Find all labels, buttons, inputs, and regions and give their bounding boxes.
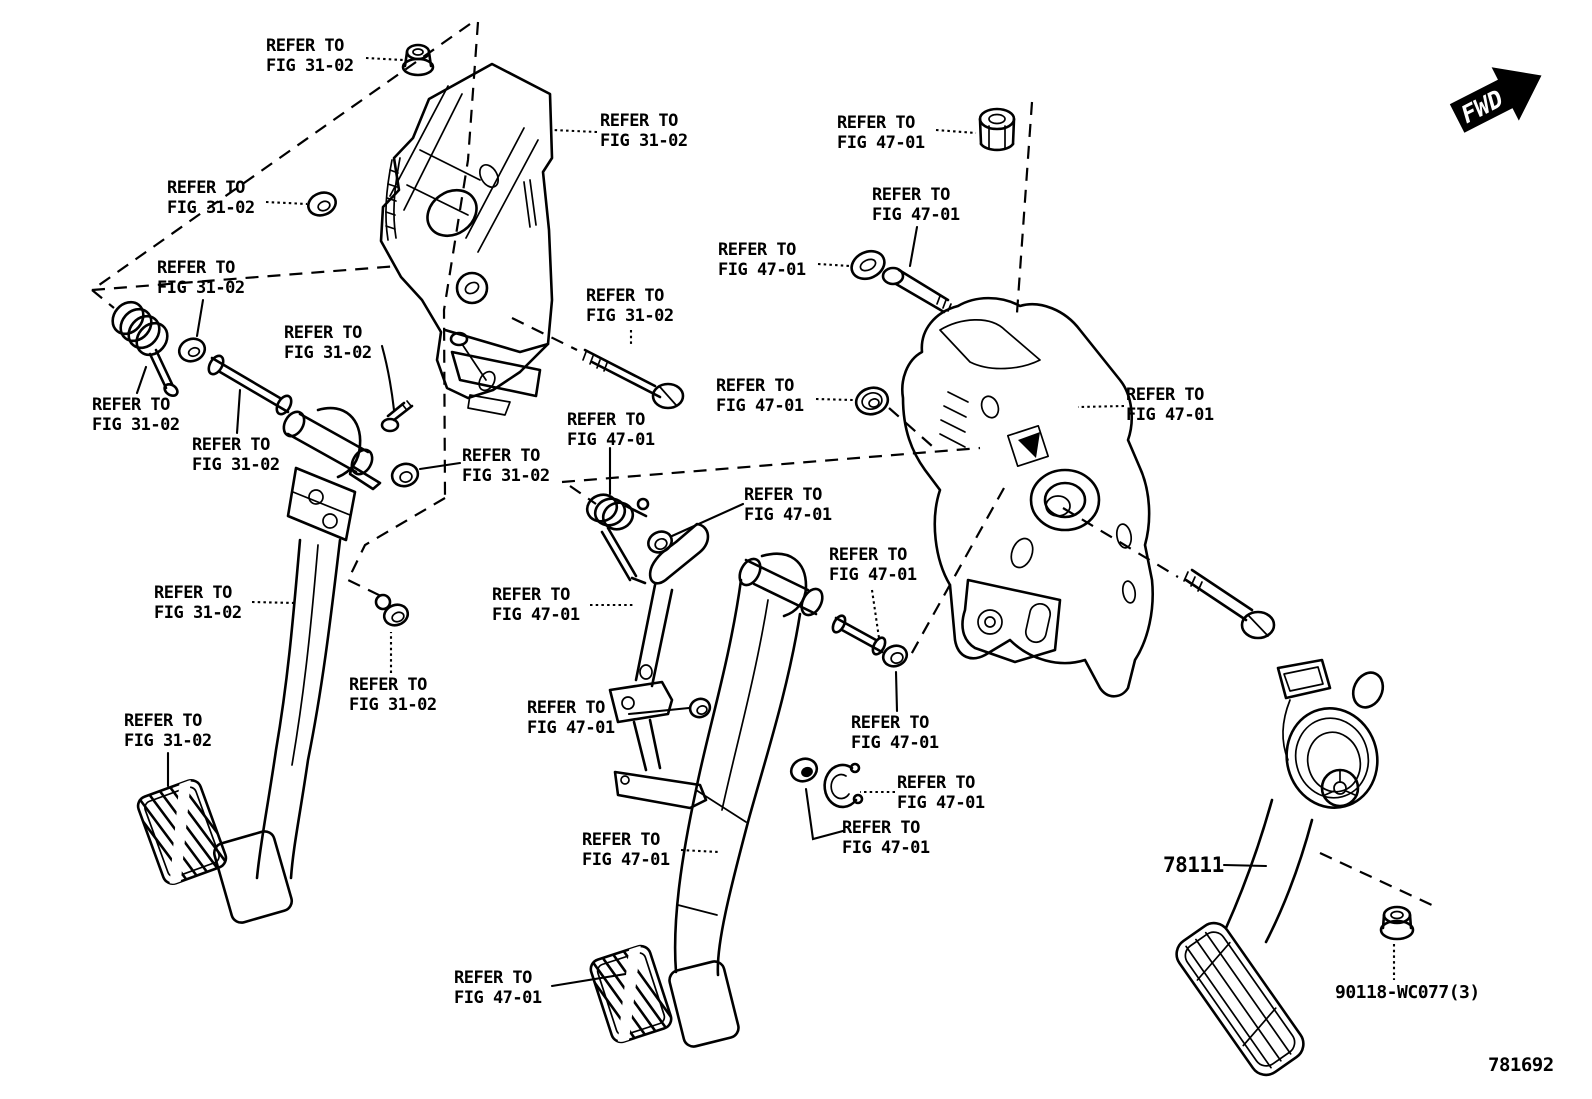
callout-mount-bolt (872, 185, 960, 225)
callout-line: FIG 47-01 (527, 718, 615, 738)
callout-line: REFER TO (92, 395, 170, 415)
brake-pedal-art (126, 408, 380, 925)
callout-lower-bushing (527, 698, 615, 738)
callout-bushing-left (157, 258, 245, 298)
callout-line: REFER TO (744, 485, 822, 505)
callout-line: FIG 31-02 (167, 198, 255, 218)
callout-line: REFER TO (837, 113, 915, 133)
callout-spacer-pin (192, 435, 280, 475)
callout-pin-bushing (851, 713, 939, 753)
flange-nut-art (403, 45, 433, 75)
callout-cap-grommet (842, 818, 930, 858)
callout-line: FIG 47-01 (837, 133, 925, 153)
callout-line: FIG 47-01 (582, 850, 670, 870)
part-number-78111: 78111 (1163, 853, 1224, 877)
callout-line: REFER TO (872, 185, 950, 205)
fwd-arrow-label: FWD (1456, 84, 1508, 130)
callout-line: FIG 47-01 (567, 430, 655, 450)
callout-pivot-bolt (586, 286, 674, 326)
callout-line: FIG 47-01 (872, 205, 960, 225)
callout-line: REFER TO (124, 711, 202, 731)
callout-line: FIG 47-01 (851, 733, 939, 753)
callout-line: REFER TO (600, 111, 678, 131)
callout-line: REFER TO (586, 286, 664, 306)
callout-accelerator-bracket (1126, 385, 1214, 425)
callout-snap-ring (897, 773, 985, 813)
snap-ring-art (825, 764, 862, 807)
callout-stopper-screw (284, 323, 372, 363)
accelerator-pedal-pad (1170, 917, 1309, 1081)
callout-line: REFER TO (716, 376, 794, 396)
screw-art (382, 401, 412, 431)
callout-bushing-upper-left (167, 178, 255, 218)
clutch-pedal-rubber-pad (579, 938, 678, 1050)
callout-line: FIG 31-02 (600, 131, 688, 151)
callout-line: FIG 47-01 (842, 838, 930, 858)
callout-assist-spring (567, 410, 655, 450)
lock-nut-art (1381, 907, 1413, 939)
callout-line: FIG 31-02 (124, 731, 212, 751)
callout-line: REFER TO (851, 713, 929, 733)
callout-line: REFER TO (842, 818, 920, 838)
callout-line: FIG 47-01 (716, 396, 804, 416)
clevis-pin-art (830, 614, 887, 657)
callout-brake-pedal-pad (124, 711, 212, 751)
callout-line: REFER TO (454, 968, 532, 988)
brake-pedal-rubber-pad (126, 770, 240, 893)
callout-line: FIG 47-01 (492, 605, 580, 625)
callout-line: FIG 31-02 (92, 415, 180, 435)
callout-line: REFER TO (284, 323, 362, 343)
callout-line: REFER TO (192, 435, 270, 455)
callout-wave-washer (718, 240, 806, 280)
callout-line: FIG 31-02 (266, 56, 354, 76)
callout-line: FIG 31-02 (154, 603, 242, 623)
callout-line: FIG 47-01 (897, 793, 985, 813)
clutch-pedal-art (579, 524, 826, 1051)
callout-line: FIG 31-02 (192, 455, 280, 475)
callout-clutch-pedal-pad (454, 968, 542, 1008)
construction-lines (92, 22, 1436, 907)
callout-push-rod-bushing (462, 446, 550, 486)
callout-line: FIG 47-01 (718, 260, 806, 280)
figure-number: 781692 (1488, 1054, 1554, 1076)
callout-line: REFER TO (829, 545, 907, 565)
callout-line: REFER TO (167, 178, 245, 198)
callout-pivot-nut (837, 113, 925, 153)
callout-line: REFER TO (567, 410, 645, 430)
callout-line: REFER TO (527, 698, 605, 718)
callout-release-lever (492, 585, 580, 625)
callout-line: REFER TO (349, 675, 427, 695)
hex-nut-art (980, 109, 1014, 150)
callout-line: FIG 31-02 (586, 306, 674, 326)
callout-clevis-pin (829, 545, 917, 585)
callout-return-spring (92, 395, 180, 435)
callout-line: REFER TO (154, 583, 232, 603)
callout-line: REFER TO (1126, 385, 1204, 405)
clip-art (376, 595, 411, 629)
callout-line: FIG 47-01 (744, 505, 832, 525)
callout-line: FIG 31-02 (349, 695, 437, 715)
callout-clutch-pedal-bracket (600, 111, 688, 151)
return-spring-art (106, 296, 179, 398)
clutch-bracket-art (381, 64, 552, 415)
callout-clip (349, 675, 437, 715)
callout-bushing-center (716, 376, 804, 416)
fwd-arrow-icon (1445, 51, 1552, 143)
callout-collar-ring (744, 485, 832, 525)
callout-line: REFER TO (718, 240, 796, 260)
callout-brake-pedal-arm (154, 583, 242, 623)
callout-line: REFER TO (492, 585, 570, 605)
callout-line: FIG 47-01 (829, 565, 917, 585)
callout-line: FIG 31-02 (462, 466, 550, 486)
callout-line: FIG 47-01 (1126, 405, 1214, 425)
callout-line: REFER TO (157, 258, 235, 278)
accelerator-bolt-art (1184, 570, 1274, 638)
callout-nut-upper-left (266, 36, 354, 76)
callout-line: REFER TO (266, 36, 344, 56)
callout-line: REFER TO (582, 830, 660, 850)
callout-line: FIG 31-02 (284, 343, 372, 363)
callout-line: FIG 31-02 (157, 278, 245, 298)
pivot-bolt-art (583, 350, 683, 408)
callout-line: FIG 47-01 (454, 988, 542, 1008)
part-number-90118: 90118-WC077(3) (1335, 982, 1480, 1003)
callout-clutch-pedal-arm (582, 830, 670, 870)
mount-bolt-art (883, 268, 951, 312)
assist-spring-art (583, 491, 648, 583)
callout-line: REFER TO (897, 773, 975, 793)
callout-line: REFER TO (462, 446, 540, 466)
spacer-pin-art (206, 353, 294, 416)
